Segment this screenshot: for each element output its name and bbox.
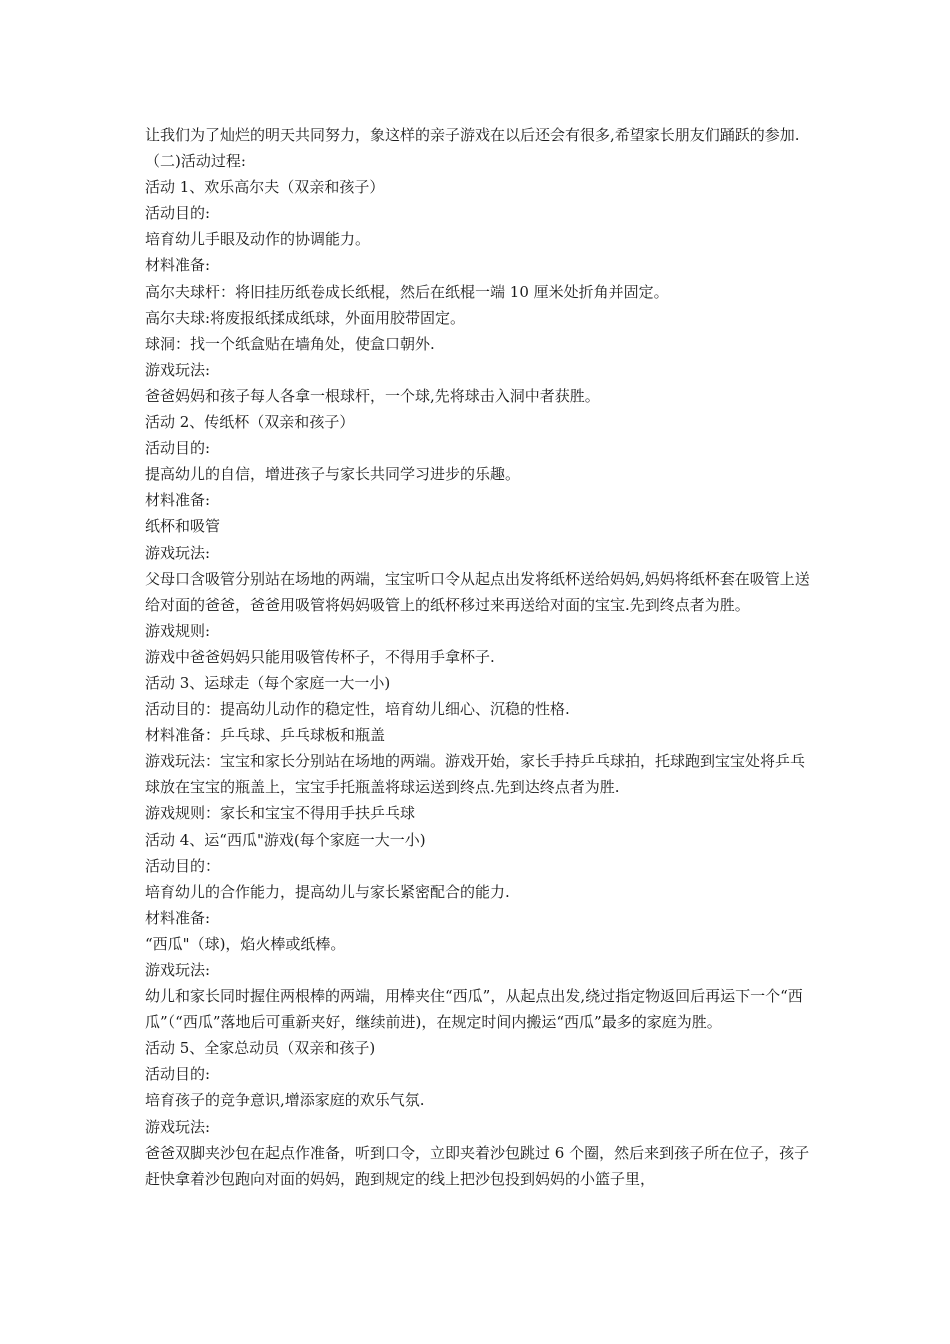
heading-activity-3: 活动 3、运球走（每个家庭一大一小) [145, 673, 391, 692]
label-game-play: 游戏玩法: [145, 1117, 211, 1136]
text-activity-2-materials: 纸杯和吸管 [145, 517, 221, 536]
label-activity-goal: 活动目的: [145, 204, 211, 223]
label-materials: 材料准备: [145, 491, 211, 510]
text-activity-5-goal: 培育孩子的竞争意识,增添家庭的欢乐气氛. [145, 1091, 425, 1110]
label-game-play: 游戏玩法: [145, 360, 211, 379]
heading-activity-process: （二)活动过程: [145, 152, 246, 171]
label-activity-goal: 活动目的: [145, 1065, 211, 1084]
paragraph-intro-closing: 让我们为了灿烂的明天共同努力，象这样的亲子游戏在以后还会有很多,希望家长朋友们踊跃的参加. [145, 126, 800, 144]
text-golf-hole: 球洞：找一个纸盒贴在墙角处，使盒口朝外. [145, 334, 435, 353]
text-activity-3-materials: 材料准备：乒乓球、乒乓球板和瓶盖 [145, 726, 386, 745]
text-activity-3-rules: 游戏规则：家长和宝宝不得用手扶乒乓球 [145, 804, 416, 823]
text-activity-4-play: 幼儿和家长同时握住两根棒的两端，用棒夹住“西瓜”，从起点出发,绕过指定物返回后再运下一个“西瓜”（“西瓜”落地后可重新夹好，继续前进)，在规定时间内搬运“西瓜”最多的家庭为胜。 [145, 987, 803, 1032]
label-materials: 材料准备: [145, 256, 211, 275]
text-activity-4-materials: “西瓜"（球)，焰火棒或纸棒。 [145, 934, 346, 953]
text-golf-club: 高尔夫球杆：将旧挂历纸卷成长纸棍，然后在纸棍一端 10 厘米处折角并固定。 [145, 282, 669, 301]
label-game-rules: 游戏规则: [145, 621, 211, 640]
label-activity-goal: 活动目的: [145, 439, 211, 458]
label-game-play: 游戏玩法: [145, 961, 211, 979]
text-activity-5-play: 爸爸双脚夹沙包在起点作准备，听到口令，立即夹着沙包跳过 6 个圈，然后来到孩子所在位子，孩子赶快拿着沙包跑向对面的妈妈，跑到规定的线上把沙包投到妈妈的小篮子里， [145, 1143, 810, 1188]
heading-activity-4: 活动 4、运“西瓜"游戏(每个家庭一大一小) [145, 830, 426, 849]
text-activity-1-play: 爸爸妈妈和孩子每人各拿一根球杆，一个球,先将球击入洞中者获胜。 [145, 386, 600, 405]
text-activity-2-rules: 游戏中爸爸妈妈只能用吸管传杯子，不得用手拿杯子. [145, 647, 495, 666]
text-activity-3-play: 游戏玩法：宝宝和家长分别站在场地的两端。游戏开始，家长手持乒乓球拍，托球跑到宝宝处将乒乓球放在宝宝的瓶盖上，宝宝手托瓶盖将球运送到终点.先到达终点者为胜. [145, 752, 806, 797]
heading-activity-5: 活动 5、全家总动员（双亲和孩子) [145, 1039, 376, 1058]
text-activity-2-goal: 提高幼儿的自信，增进孩子与家长共同学习进步的乐趣。 [145, 465, 521, 484]
text-activity-2-play: 父母口含吸管分别站在场地的两端，宝宝听口令从起点出发将纸杯送给妈妈,妈妈将纸杯套在吸管上送给对面的爸爸，爸爸用吸管将妈妈吸管上的纸杯移过来再送给对面的宝宝.先到终点者为胜。 [145, 569, 810, 614]
text-activity-3-goal: 活动目的：提高幼儿动作的稳定性，培育幼儿细心、沉稳的性格. [145, 700, 570, 719]
text-golf-ball: 高尔夫球:将废报纸揉成纸球，外面用胶带固定。 [145, 308, 466, 327]
heading-activity-2: 活动 2、传纸杯（双亲和孩子） [145, 413, 355, 432]
text-activity-4-goal: 培育幼儿的合作能力，提高幼儿与家长紧密配合的能力. [145, 882, 510, 901]
text-activity-1-goal: 培育幼儿手眼及动作的协调能力。 [145, 230, 371, 249]
label-materials: 材料准备: [145, 908, 211, 927]
label-game-play: 游戏玩法: [145, 543, 211, 562]
label-activity-goal: 活动目的： [145, 856, 221, 875]
document-body [145, 122, 815, 1192]
heading-activity-1: 活动 1、欢乐高尔夫（双亲和孩子） [145, 178, 385, 197]
